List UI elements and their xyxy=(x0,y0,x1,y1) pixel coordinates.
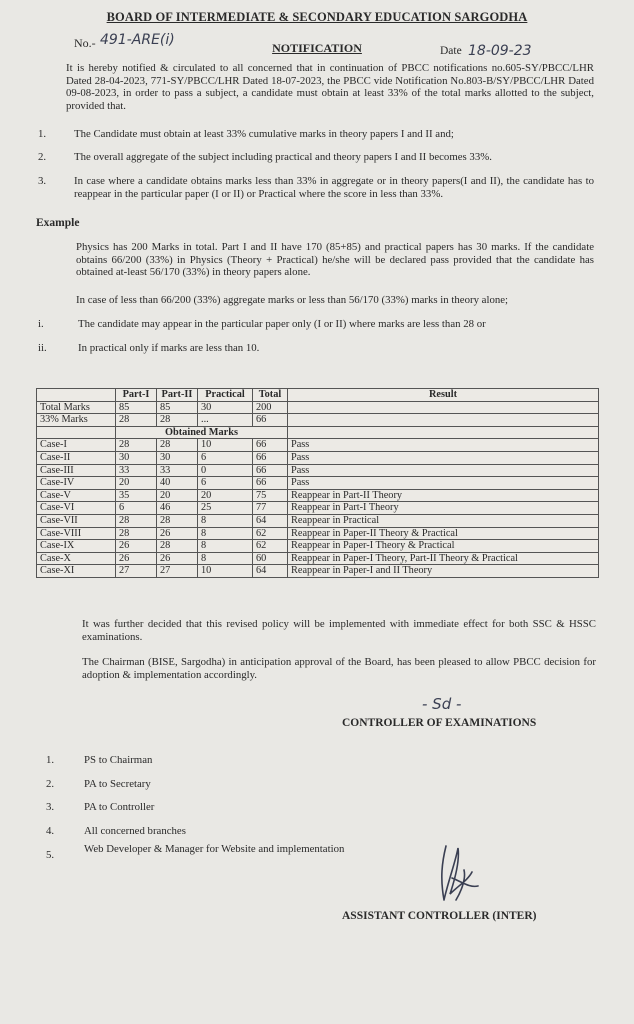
condition-text: In case where a candidate obtains marks less than 33% in aggregate or in theory papers(I and II), the candidate has to reappear in the particular paper (I or II) or Practical where the score in less than 33%. xyxy=(74,175,594,200)
practical-mark: 0 xyxy=(198,464,253,477)
practical-mark: 10 xyxy=(198,565,253,578)
date-value: 18-09-23 xyxy=(468,43,532,59)
copy-to-number: 5. xyxy=(46,849,55,861)
table-cell: 28 xyxy=(116,414,157,427)
part-2-mark: 20 xyxy=(157,489,198,502)
closing-paragraph: It was further decided that this revised policy will be implemented with immediate effect for both SSC & HSSC examinations. xyxy=(82,618,596,643)
pass-marks-row xyxy=(37,414,599,427)
part-1-mark: 26 xyxy=(116,552,157,565)
part-2-mark: 30 xyxy=(157,451,198,464)
result-text: Reappear in Paper-I Theory, Part-II Theory & Practical xyxy=(288,552,599,565)
case-label: Case-III xyxy=(37,464,116,477)
condition-number: 2. xyxy=(38,151,47,163)
table-header-cell: Practical xyxy=(198,389,253,402)
table-header-cell: Total xyxy=(253,389,288,402)
total-mark: 62 xyxy=(253,540,288,553)
result-text: Reappear in Paper-I and II Theory xyxy=(288,565,599,578)
copy-to-number: 3. xyxy=(46,801,55,813)
result-text: Pass xyxy=(288,439,599,452)
copy-to-number: 2. xyxy=(46,778,55,790)
obtained-marks-label: Obtained Marks xyxy=(116,426,288,439)
sub-item-text: The candidate may appear in the particular paper only (I or II) where marks are less than 28 or xyxy=(78,318,486,330)
total-mark: 64 xyxy=(253,565,288,578)
example-heading: Example xyxy=(36,217,80,229)
result-text: Reappear in Part-II Theory xyxy=(288,489,599,502)
practical-mark: 25 xyxy=(198,502,253,515)
part-2-mark: 28 xyxy=(157,439,198,452)
table-header-cell: Part-II xyxy=(157,389,198,402)
controller-title: CONTROLLER OF EXAMINATIONS xyxy=(342,717,537,729)
total-mark: 60 xyxy=(253,552,288,565)
obtained-marks-row xyxy=(37,426,599,439)
table-row xyxy=(37,565,599,578)
table-cell xyxy=(37,426,116,439)
total-mark: 75 xyxy=(253,489,288,502)
case-label: Case-VII xyxy=(37,514,116,527)
case-label: Case-VIII xyxy=(37,527,116,540)
table-cell: 28 xyxy=(157,414,198,427)
table-row xyxy=(37,477,599,490)
sub-item-text: In practical only if marks are less than 10. xyxy=(78,342,260,354)
practical-mark: 8 xyxy=(198,527,253,540)
signature-sd: - Sd - xyxy=(422,695,462,713)
part-2-mark: 28 xyxy=(157,540,198,553)
total-marks-row xyxy=(37,401,599,414)
table-cell xyxy=(288,401,599,414)
table-header-cell: Result xyxy=(288,389,599,402)
table-row xyxy=(37,552,599,565)
total-mark: 66 xyxy=(253,451,288,464)
table-row xyxy=(37,451,599,464)
table-row xyxy=(37,502,599,515)
results-table xyxy=(36,388,599,578)
row-label: 33% Marks xyxy=(37,414,116,427)
result-text: Pass xyxy=(288,464,599,477)
notification-heading: NOTIFICATION xyxy=(272,41,362,55)
total-mark: 66 xyxy=(253,439,288,452)
copy-to-number: 1. xyxy=(46,754,55,766)
condition-number: 1. xyxy=(38,128,47,140)
case-label: Case-IV xyxy=(37,477,116,490)
part-1-mark: 27 xyxy=(116,565,157,578)
table-header-cell xyxy=(37,389,116,402)
part-2-mark: 46 xyxy=(157,502,198,515)
copy-to-item: Web Developer & Manager for Website and implementation xyxy=(84,843,345,855)
case-label: Case-XI xyxy=(37,565,116,578)
date-label: Date xyxy=(440,45,462,57)
copy-to-item: PA to Secretary xyxy=(84,778,151,790)
part-1-mark: 20 xyxy=(116,477,157,490)
part-2-mark: 33 xyxy=(157,464,198,477)
result-text: Reappear in Practical xyxy=(288,514,599,527)
copy-to-item: PA to Controller xyxy=(84,801,155,813)
handwritten-signature xyxy=(428,842,488,906)
part-1-mark: 28 xyxy=(116,514,157,527)
total-mark: 66 xyxy=(253,477,288,490)
copy-to-number: 4. xyxy=(46,825,55,837)
closing-paragraph: The Chairman (BISE, Sargodha) in anticipation approval of the Board, has been pleased to allow PBCC decision for adoption & implementation accordingly. xyxy=(82,656,596,681)
part-1-mark: 6 xyxy=(116,502,157,515)
condition-number: 3. xyxy=(38,175,47,187)
table-cell: 30 xyxy=(198,401,253,414)
part-1-mark: 30 xyxy=(116,451,157,464)
reference-no-label: No.- xyxy=(74,36,96,50)
table-header-cell: Part-I xyxy=(116,389,157,402)
copy-to-item: PS to Chairman xyxy=(84,754,153,766)
practical-mark: 8 xyxy=(198,552,253,565)
table-row xyxy=(37,540,599,553)
result-text: Pass xyxy=(288,477,599,490)
practical-mark: 8 xyxy=(198,540,253,553)
table-cell: 85 xyxy=(157,401,198,414)
example-paragraph-less-than: In case of less than 66/200 (33%) aggregate marks or less than 56/170 (33%) marks in theory alone; xyxy=(76,294,509,306)
result-text: Reappear in Part-I Theory xyxy=(288,502,599,515)
part-2-mark: 28 xyxy=(157,514,198,527)
part-2-mark: 26 xyxy=(157,527,198,540)
result-text: Reappear in Paper-II Theory & Practical xyxy=(288,527,599,540)
part-2-mark: 26 xyxy=(157,552,198,565)
table-row xyxy=(37,527,599,540)
table-cell xyxy=(288,426,599,439)
part-1-mark: 28 xyxy=(116,527,157,540)
case-label: Case-V xyxy=(37,489,116,502)
part-1-mark: 26 xyxy=(116,540,157,553)
sub-item-number: ii. xyxy=(38,342,47,354)
practical-mark: 6 xyxy=(198,451,253,464)
table-cell: 66 xyxy=(253,414,288,427)
table-row xyxy=(37,439,599,452)
condition-text: The overall aggregate of the subject including practical and theory papers I and II becomes 33%. xyxy=(74,151,492,163)
total-mark: 77 xyxy=(253,502,288,515)
table-cell xyxy=(288,414,599,427)
table-row xyxy=(37,464,599,477)
table-cell: 85 xyxy=(116,401,157,414)
table-header-row xyxy=(37,389,599,402)
practical-mark: 6 xyxy=(198,477,253,490)
part-1-mark: 35 xyxy=(116,489,157,502)
assistant-controller-title: ASSISTANT CONTROLLER (INTER) xyxy=(342,910,537,922)
part-2-mark: 27 xyxy=(157,565,198,578)
part-1-mark: 33 xyxy=(116,464,157,477)
condition-text: The Candidate must obtain at least 33% cumulative marks in theory papers I and II and; xyxy=(74,128,454,140)
total-mark: 64 xyxy=(253,514,288,527)
table-cell: 200 xyxy=(253,401,288,414)
practical-mark: 10 xyxy=(198,439,253,452)
result-text: Pass xyxy=(288,451,599,464)
row-label: Total Marks xyxy=(37,401,116,414)
case-label: Case-IX xyxy=(37,540,116,553)
copy-to-item: All concerned branches xyxy=(84,825,186,837)
example-paragraph: Physics has 200 Marks in total. Part I and II have 170 (85+85) and practical papers has 30 marks. If the candidate obtains 66/200 (33%) in Physics (Theory + Practical) he/she will be declared pass provided that the candidate has obtained at-least 56/170 (33%) in theory papers alone. xyxy=(76,241,594,278)
total-mark: 66 xyxy=(253,464,288,477)
result-text: Reappear in Paper-I Theory & Practical xyxy=(288,540,599,553)
practical-mark: 8 xyxy=(198,514,253,527)
sub-item-number: i. xyxy=(38,318,44,330)
practical-mark: 20 xyxy=(198,489,253,502)
part-1-mark: 28 xyxy=(116,439,157,452)
intro-paragraph: It is hereby notified & circulated to all concerned that in continuation of PBCC notifications no.605-SY/PBCC/LHR Dated 28-04-2023, 771-SY/PBCC/LHR Dated 18-07-2023, the PBCC vide Notification No.803-B/SY/PBCC/LHR Dated 09-08-2023, in order to pass a subject, a candidate must obtain at least 33% of the total marks allotted to the subject, provided that. xyxy=(66,62,594,112)
total-mark: 62 xyxy=(253,527,288,540)
part-2-mark: 40 xyxy=(157,477,198,490)
case-label: Case-X xyxy=(37,552,116,565)
case-label: Case-II xyxy=(37,451,116,464)
case-label: Case-I xyxy=(37,439,116,452)
table-cell: ... xyxy=(198,414,253,427)
case-label: Case-VI xyxy=(37,502,116,515)
table-row xyxy=(37,489,599,502)
table-row xyxy=(37,514,599,527)
board-title: BOARD OF INTERMEDIATE & SECONDARY EDUCATION SARGODHA xyxy=(106,10,528,24)
reference-no-value: 491-ARE(i) xyxy=(100,32,175,48)
